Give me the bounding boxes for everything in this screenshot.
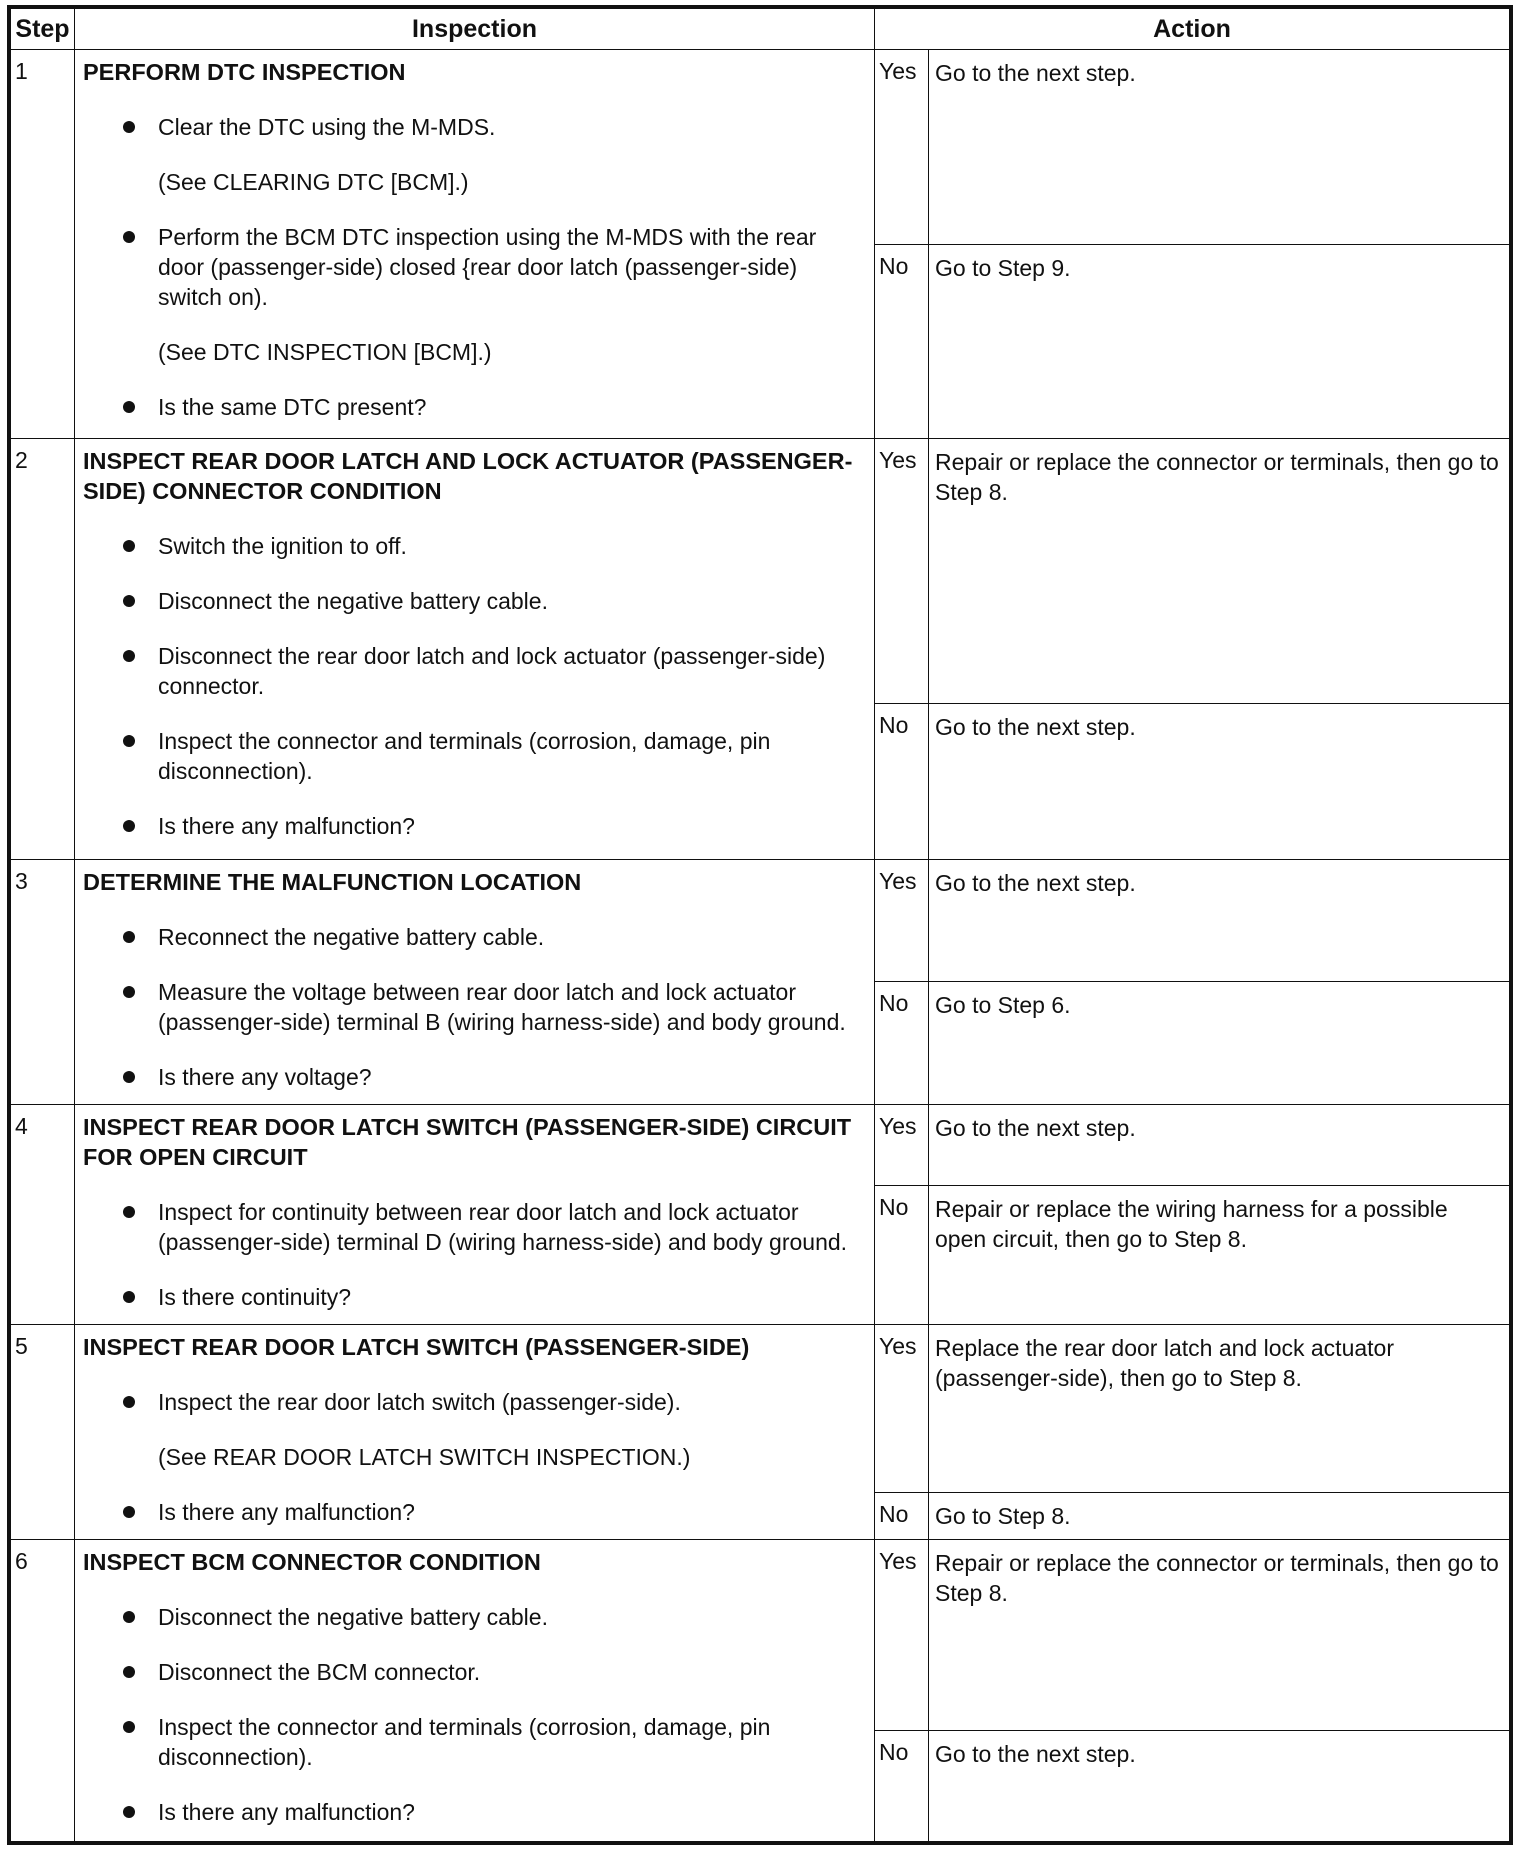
inspection-item — [83, 977, 866, 1037]
no-label: No — [875, 703, 929, 859]
reference-note — [83, 167, 866, 197]
inspection-item — [83, 112, 866, 142]
yes-label: Yes — [875, 1539, 929, 1730]
inspection-cell — [75, 1325, 875, 1540]
step-title: PERFORM DTC INSPECTION — [83, 59, 406, 85]
bullet-icon — [123, 121, 135, 133]
diagnostic-procedure-table — [7, 5, 1513, 1845]
item-text: (See REAR DOOR LATCH SWITCH INSPECTION.) — [158, 1444, 691, 1471]
bullet-icon — [123, 820, 135, 832]
inspection-item — [83, 586, 866, 616]
step-number: 6 — [11, 1539, 75, 1841]
yes-label: Yes — [875, 1105, 929, 1185]
inspection-cell — [75, 439, 875, 859]
item-text: (See DTC INSPECTION [BCM].) — [158, 339, 492, 365]
inspection-item — [83, 1657, 866, 1687]
inspection-item — [83, 922, 866, 952]
inspection-item — [83, 1497, 866, 1527]
no-label: No — [875, 981, 929, 1104]
no-label: No — [875, 1185, 929, 1324]
no-action: Go to Step 8. — [929, 1492, 1510, 1539]
inspection-list — [83, 112, 866, 422]
header-step: Step — [11, 9, 75, 50]
item-text: Switch the ignition to off. — [158, 533, 407, 560]
inspection-item — [83, 811, 866, 841]
inspection-item — [83, 392, 866, 422]
no-action: Go to Step 9. — [929, 244, 1510, 439]
bullet-icon — [123, 1206, 135, 1218]
reference-note — [83, 337, 866, 367]
yes-action: Replace the rear door latch and lock actuator (passenger-side), then go to Step 8. — [929, 1325, 1510, 1492]
bullet-icon — [123, 1071, 135, 1083]
item-text: Inspect for continuity between rear door latch and lock actuator (passenger-side) terminal D (wiring harness-side) and body ground. — [158, 1199, 848, 1256]
bullet-icon — [123, 1291, 135, 1303]
bullet-icon — [123, 401, 135, 413]
table-row — [11, 1539, 1510, 1730]
inspection-list — [83, 1602, 866, 1827]
item-text: Is there any malfunction? — [158, 1798, 415, 1825]
header-inspection: Inspection — [75, 9, 875, 50]
bullet-icon — [123, 231, 135, 243]
procedure-table — [10, 8, 1510, 1842]
table-row — [11, 1325, 1510, 1492]
yes-action: Go to the next step. — [929, 50, 1510, 245]
yes-action: Repair or replace the connector or terminals, then go to Step 8. — [929, 439, 1510, 703]
table-row — [11, 439, 1510, 703]
bullet-icon — [123, 1396, 135, 1408]
inspection-item — [83, 1387, 866, 1417]
table-row — [11, 50, 1510, 245]
table-row — [11, 859, 1510, 981]
inspection-item — [83, 1797, 866, 1827]
bullet-icon — [123, 1721, 135, 1733]
yes-label: Yes — [875, 1325, 929, 1492]
item-text: Disconnect the BCM connector. — [158, 1658, 481, 1685]
item-text: Inspect the connector and terminals (corrosion, damage, pin disconnection). — [158, 728, 771, 785]
inspection-item — [83, 641, 866, 701]
step-title: INSPECT BCM CONNECTOR CONDITION — [83, 1548, 541, 1575]
bullet-icon — [123, 1666, 135, 1678]
table-row — [11, 1105, 1510, 1185]
yes-label: Yes — [875, 439, 929, 703]
no-label: No — [875, 1492, 929, 1539]
step-number: 1 — [11, 50, 75, 439]
yes-label: Yes — [875, 50, 929, 245]
inspection-cell — [75, 859, 875, 1105]
step-title: INSPECT REAR DOOR LATCH AND LOCK ACTUATOR (PASSENGER-SIDE) CONNECTOR CONDITION — [83, 448, 853, 505]
inspection-item — [83, 726, 866, 786]
inspection-cell — [75, 1539, 875, 1841]
reference-note — [83, 1442, 866, 1472]
item-text: Is there any malfunction? — [158, 813, 415, 840]
inspection-list — [83, 922, 866, 1092]
inspection-list — [83, 531, 866, 841]
bullet-icon — [123, 595, 135, 607]
inspection-item — [83, 1602, 866, 1632]
step-number: 4 — [11, 1105, 75, 1325]
item-text: Clear the DTC using the M-MDS. — [158, 114, 496, 140]
no-label: No — [875, 244, 929, 439]
bullet-icon — [123, 1806, 135, 1818]
inspection-list — [83, 1387, 866, 1527]
table-body — [11, 50, 1510, 1842]
bullet-icon — [123, 986, 135, 998]
yes-action: Go to the next step. — [929, 1105, 1510, 1185]
step-number: 5 — [11, 1325, 75, 1540]
header-action: Action — [875, 9, 1510, 50]
step-number: 2 — [11, 439, 75, 859]
item-text: Is there continuity? — [158, 1284, 352, 1311]
inspection-item — [83, 1282, 866, 1312]
step-title: DETERMINE THE MALFUNCTION LOCATION — [83, 868, 582, 895]
item-text: Inspect the connector and terminals (corrosion, damage, pin disconnection). — [158, 1713, 771, 1770]
item-text: Is the same DTC present? — [158, 394, 427, 420]
item-text: Perform the BCM DTC inspection using the M-MDS with the rear door (passenger-side) closed {rear door latch (passenger-side) switch on). — [158, 224, 817, 310]
step-title: INSPECT REAR DOOR LATCH SWITCH (PASSENGER-SIDE) — [83, 1334, 750, 1361]
item-text: Is there any malfunction? — [158, 1499, 415, 1526]
item-text: (See CLEARING DTC [BCM].) — [158, 169, 469, 195]
item-text: Disconnect the negative battery cable. — [158, 588, 548, 615]
inspection-item — [83, 1712, 866, 1772]
no-action: Repair or replace the wiring harness for a possible open circuit, then go to Step 8. — [929, 1185, 1510, 1324]
step-title: INSPECT REAR DOOR LATCH SWITCH (PASSENGER-SIDE) CIRCUIT FOR OPEN CIRCUIT — [83, 1114, 852, 1171]
inspection-item — [83, 1197, 866, 1257]
inspection-item — [83, 222, 866, 312]
item-text: Is there any voltage? — [158, 1063, 372, 1090]
header-row — [11, 9, 1510, 50]
no-action: Go to the next step. — [929, 1730, 1510, 1841]
bullet-icon — [123, 650, 135, 662]
item-text: Disconnect the rear door latch and lock actuator (passenger-side) connector. — [158, 643, 826, 700]
inspection-cell — [75, 1105, 875, 1325]
no-action: Go to Step 6. — [929, 981, 1510, 1104]
inspection-list — [83, 1197, 866, 1312]
bullet-icon — [123, 1506, 135, 1518]
item-text: Disconnect the negative battery cable. — [158, 1603, 548, 1630]
inspection-item — [83, 1062, 866, 1092]
bullet-icon — [123, 1611, 135, 1623]
no-label: No — [875, 1730, 929, 1841]
item-text: Measure the voltage between rear door latch and lock actuator (passenger-side) terminal B (wiring harness-side) and body ground. — [158, 978, 846, 1035]
bullet-icon — [123, 735, 135, 747]
inspection-item — [83, 531, 866, 561]
no-action: Go to the next step. — [929, 703, 1510, 859]
step-number: 3 — [11, 859, 75, 1105]
item-text: Reconnect the negative battery cable. — [158, 923, 545, 950]
bullet-icon — [123, 931, 135, 943]
item-text: Inspect the rear door latch switch (passenger-side). — [158, 1389, 681, 1416]
bullet-icon — [123, 540, 135, 552]
yes-action: Repair or replace the connector or terminals, then go to Step 8. — [929, 1539, 1510, 1730]
yes-action: Go to the next step. — [929, 859, 1510, 981]
yes-label: Yes — [875, 859, 929, 981]
inspection-cell — [75, 50, 875, 439]
